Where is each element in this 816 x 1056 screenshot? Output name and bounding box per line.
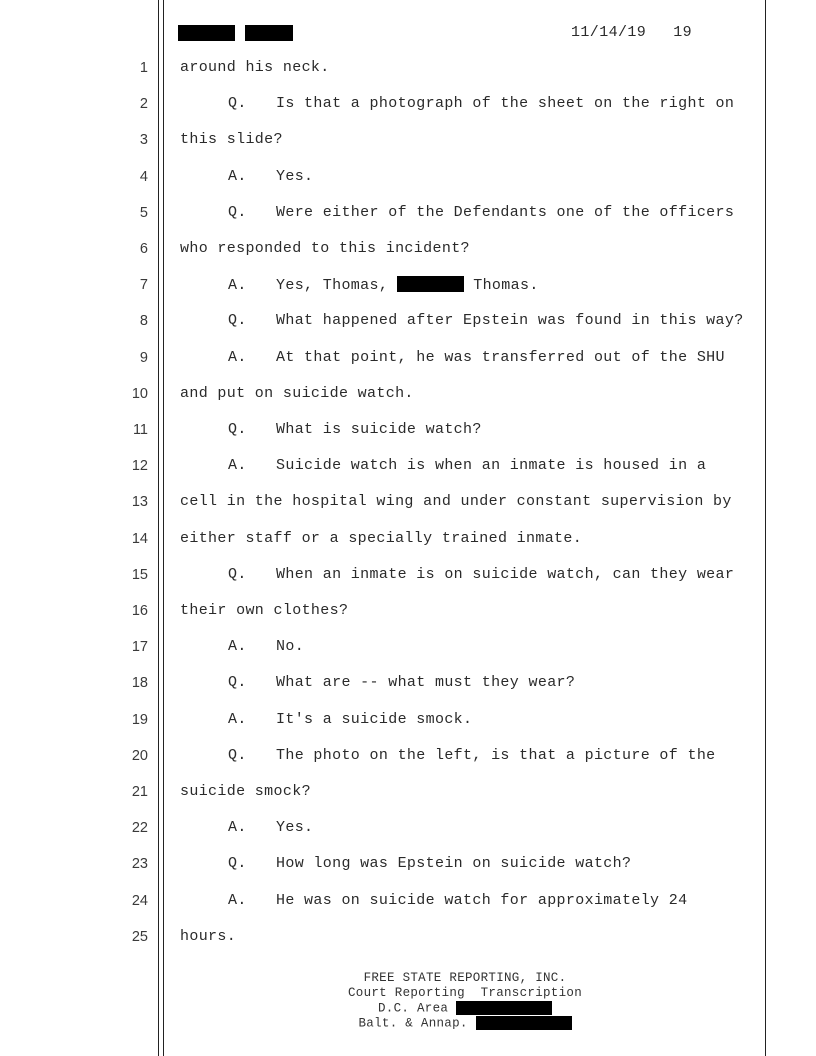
line-number: 18 bbox=[131, 675, 148, 692]
line-text: and put on suicide watch. bbox=[180, 384, 414, 402]
line-text: either staff or a specially trained inmate. bbox=[180, 529, 583, 547]
speaker-label: A. bbox=[228, 277, 247, 295]
speaker-label: A. bbox=[228, 167, 247, 185]
transcript-line bbox=[180, 747, 716, 764]
line-number: 24 bbox=[131, 892, 148, 909]
line-text: around his neck. bbox=[180, 59, 330, 76]
speaker-label: A. bbox=[228, 891, 247, 909]
line-number: 13 bbox=[131, 494, 148, 511]
line-number: 14 bbox=[131, 530, 148, 547]
page-header bbox=[571, 24, 692, 41]
line-text: this slide? bbox=[180, 131, 283, 149]
line-text: What is suicide watch? bbox=[276, 421, 482, 438]
line-text: who responded to this incident? bbox=[180, 240, 470, 257]
line-number: 2 bbox=[139, 96, 148, 113]
transcript-line bbox=[180, 131, 283, 148]
line-text: cell in the hospital wing and under constant supervision by bbox=[180, 493, 732, 511]
transcript-line bbox=[180, 493, 732, 510]
header-date: 11/14/19 bbox=[571, 24, 647, 41]
speaker-label: A. bbox=[228, 819, 247, 837]
line-number: 10 bbox=[131, 385, 148, 402]
footer-dc-line bbox=[165, 1001, 765, 1016]
line-number: 21 bbox=[131, 784, 148, 800]
footer-dc-area: D.C. Area bbox=[377, 1001, 449, 1016]
transcript-line bbox=[180, 819, 313, 836]
footer-dc-redaction bbox=[456, 1001, 552, 1015]
transcript-line bbox=[180, 855, 631, 872]
transcript-line bbox=[180, 674, 575, 691]
line-number: 19 bbox=[131, 711, 148, 728]
line-text: He was on suicide watch for approximately 24 bbox=[276, 891, 688, 909]
transcript-line bbox=[180, 602, 348, 619]
footer-balt-redaction bbox=[476, 1016, 572, 1030]
speaker-label: Q. bbox=[228, 95, 247, 113]
line-text: Were either of the Defendants one of the officers bbox=[276, 203, 735, 221]
transcript-line bbox=[180, 711, 472, 728]
transcript-line bbox=[180, 566, 734, 583]
speaker-label: Q. bbox=[228, 674, 247, 692]
line-text: No. bbox=[276, 638, 305, 656]
line-number: 3 bbox=[139, 132, 148, 149]
transcript-line bbox=[180, 276, 539, 294]
transcript-line bbox=[180, 783, 311, 800]
line-number: 6 bbox=[139, 241, 148, 257]
line-number: 22 bbox=[131, 820, 148, 837]
footer-balt-annap: Balt. & Annap. bbox=[358, 1016, 468, 1031]
transcript-line bbox=[180, 385, 414, 402]
footer-services: Court Reporting Transcription bbox=[347, 986, 583, 1000]
line-number: 25 bbox=[131, 928, 148, 945]
transcript-line bbox=[180, 530, 582, 547]
line-number: 15 bbox=[131, 566, 148, 583]
transcript-line bbox=[180, 421, 482, 438]
transcript-line bbox=[180, 59, 330, 76]
line-text: The photo on the left, is that a picture of the bbox=[276, 746, 716, 764]
footer-balt-line bbox=[165, 1016, 765, 1031]
line-number: 12 bbox=[131, 458, 148, 475]
right-margin-rule bbox=[765, 0, 766, 1056]
line-number: 1 bbox=[139, 60, 148, 76]
transcript-line bbox=[180, 928, 236, 945]
line-number: 23 bbox=[131, 856, 148, 873]
footer bbox=[165, 971, 765, 1031]
line-text: hours. bbox=[180, 927, 237, 945]
footer-company: FREE STATE REPORTING, INC. bbox=[363, 971, 567, 985]
speaker-label: Q. bbox=[228, 565, 247, 583]
name-redaction bbox=[397, 276, 464, 292]
header-redaction-1 bbox=[178, 25, 235, 41]
transcript-line bbox=[180, 892, 687, 909]
line-number: 7 bbox=[139, 277, 148, 294]
speaker-label: Q. bbox=[228, 312, 247, 330]
speaker-label: A. bbox=[228, 710, 247, 728]
line-text-after: Thomas. bbox=[473, 277, 539, 295]
transcript-line bbox=[180, 638, 304, 655]
line-text: Yes. bbox=[276, 819, 314, 837]
page-number: 19 bbox=[673, 24, 693, 41]
line-number: 5 bbox=[139, 204, 148, 221]
speaker-label: A. bbox=[228, 638, 247, 656]
line-number: 20 bbox=[131, 747, 148, 764]
line-text: What happened after Epstein was found in this way? bbox=[276, 312, 744, 330]
transcript-line bbox=[180, 95, 734, 112]
line-number: 9 bbox=[139, 349, 148, 366]
line-number: 16 bbox=[131, 603, 148, 619]
transcript-line bbox=[180, 168, 313, 185]
transcript-line bbox=[180, 349, 725, 366]
line-text: What are -- what must they wear? bbox=[276, 674, 576, 692]
line-text: At that point, he was transferred out of the SHU bbox=[276, 348, 725, 366]
header-redaction-2 bbox=[245, 25, 293, 41]
line-number: 4 bbox=[139, 168, 148, 185]
line-text: Suicide watch is when an inmate is housed in a bbox=[276, 457, 707, 475]
line-text: Yes. bbox=[276, 167, 314, 185]
left-margin-rule-outer bbox=[158, 0, 159, 1056]
speaker-label: A. bbox=[228, 457, 247, 475]
line-number: 11 bbox=[132, 422, 148, 438]
transcript-line bbox=[180, 312, 744, 329]
line-text: their own clothes? bbox=[180, 602, 349, 619]
line-number: 8 bbox=[139, 313, 148, 330]
transcript-line bbox=[180, 240, 470, 257]
line-text: suicide smock? bbox=[180, 783, 311, 800]
line-text: Is that a photograph of the sheet on the right on bbox=[276, 95, 735, 113]
speaker-label: Q. bbox=[228, 421, 247, 438]
line-number: 17 bbox=[131, 639, 148, 656]
transcript-line bbox=[180, 457, 706, 474]
speaker-label: Q. bbox=[228, 746, 247, 764]
speaker-label: A. bbox=[228, 348, 247, 366]
transcript-line bbox=[180, 204, 734, 221]
line-text: It's a suicide smock. bbox=[276, 710, 473, 728]
left-margin-rule-inner bbox=[163, 0, 164, 1056]
speaker-label: Q. bbox=[228, 855, 247, 873]
line-text: Yes, Thomas, bbox=[276, 277, 389, 295]
line-text: When an inmate is on suicide watch, can they wear bbox=[276, 565, 735, 583]
line-text: How long was Epstein on suicide watch? bbox=[276, 855, 632, 873]
speaker-label: Q. bbox=[228, 203, 247, 221]
